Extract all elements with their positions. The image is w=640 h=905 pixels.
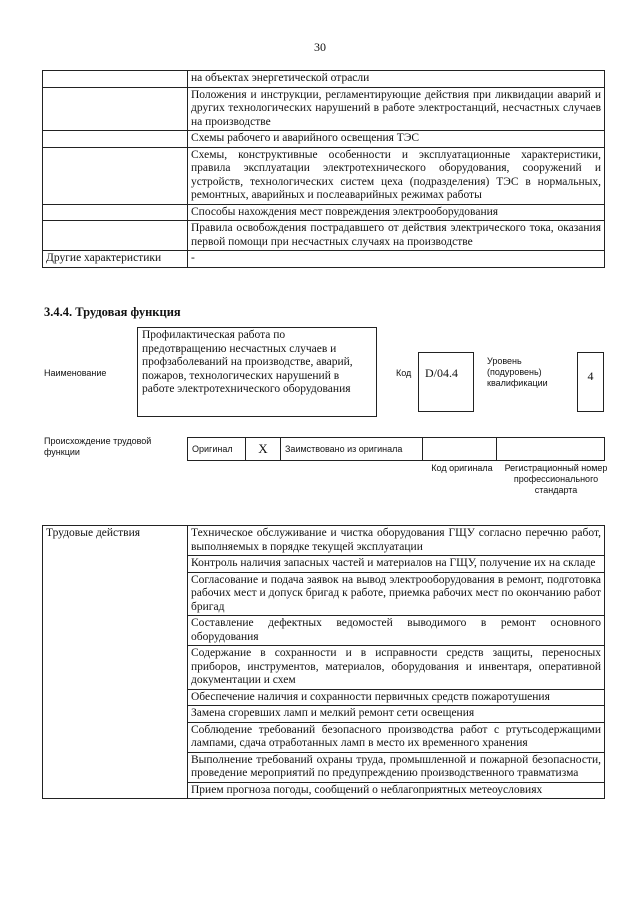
- action-item: Соблюдение требований безопасного производства работ с ртутьсодержащими лампами, сдача отработанных ламп в место их временного хранения: [188, 722, 605, 752]
- row-text: -: [188, 251, 605, 268]
- row-text: Способы нахождения мест повреждения электрооборудования: [188, 204, 605, 221]
- origin-row: [187, 437, 605, 461]
- knowledge-table: [42, 70, 605, 268]
- section-heading: 3.4.4. Трудовая функция: [44, 305, 181, 319]
- row-text: Схемы рабочего и аварийного освещения ТЭС: [188, 131, 605, 148]
- row-label: [43, 221, 188, 251]
- action-item: Содержание в сохранности и в исправности средств защиты, переносных приборов, инструментов, материалов, оборудования и инвентаря, оперативной документации и схем: [188, 646, 605, 690]
- original-mark: X: [246, 438, 281, 460]
- action-item: Прием прогноза погоды, сообщений о неблагоприятных метеоусловиях: [188, 782, 605, 799]
- origin-label: Происхождение трудовой функции: [44, 436, 152, 457]
- borrowed-label: Заимствовано из оригинала: [281, 438, 423, 460]
- function-name-box: Профилактическая работа по предотвращению несчастных случаев и профзаболеваний на производстве, аварий, пожаров, технологических нарушений в работе электротехнического оборудования: [137, 327, 377, 417]
- action-item: Обеспечение наличия и сохранности первичных средств пожаротушения: [188, 689, 605, 706]
- other-characteristics-label: Другие характеристики: [43, 251, 188, 268]
- table-row: [43, 87, 605, 131]
- table-row: [43, 251, 605, 268]
- level-label: Уровень (подуровень) квалификации: [487, 356, 548, 388]
- registration-number-cell: [497, 438, 604, 460]
- code-label: Код: [396, 368, 412, 378]
- code-value-box: D/04.4: [418, 352, 474, 412]
- table-row: [43, 221, 605, 251]
- table-row: [43, 131, 605, 148]
- action-item: Согласование и подача заявок на вывод электрооборудования в ремонт, подготовка рабочих мест и допуск бригад к работе, приемка рабочих мест по окончанию работ бригад: [188, 572, 605, 616]
- row-text: на объектах энергетической отрасли: [188, 71, 605, 88]
- labor-actions-label: Трудовые действия: [43, 526, 188, 799]
- row-text: Положения и инструкции, регламентирующие действия при ликвидации аварий и других технологических нарушений в работе электростанций, несчастных случаев на производстве: [188, 87, 605, 131]
- action-item: Контроль наличия запасных частей и материалов на ГЩУ, получение их на складе: [188, 556, 605, 573]
- row-label: [43, 71, 188, 88]
- labor-actions-table: [42, 525, 605, 799]
- registration-number-caption: Регистрационный номер профессионального стандарта: [504, 463, 608, 495]
- original-label: Оригинал: [188, 438, 246, 460]
- row-label: [43, 204, 188, 221]
- row-text: Схемы, конструктивные особенности и эксплуатационные характеристики, правила эксплуатации электротехнического оборудования, сооружений и устройств, технологических систем цеха (подразделения) ТЭС в нормальных, ремонтных, аварийных и послеаварийных режимах работы: [188, 147, 605, 204]
- action-item: Техническое обслуживание и чистка оборудования ГЩУ согласно перечню работ, выполняемых в порядке текущей эксплуатации: [188, 526, 605, 556]
- table-row: [43, 526, 605, 556]
- original-code-cell: [423, 438, 497, 460]
- row-text: Правила освобождения пострадавшего от действия электрического тока, оказания первой помощи при несчастных случаях на производстве: [188, 221, 605, 251]
- action-item: Выполнение требований охраны труда, промышленной и пожарной безопасности, проведение мероприятий по предупреждению производственного травматизма: [188, 752, 605, 782]
- name-label: Наименование: [44, 368, 107, 378]
- page-number: 30: [314, 40, 326, 54]
- original-code-caption: Код оригинала: [431, 463, 493, 473]
- table-row: [43, 147, 605, 204]
- row-label: [43, 131, 188, 148]
- action-item: Составление дефектных ведомостей выводимого в ремонт основного оборудования: [188, 616, 605, 646]
- table-row: [43, 71, 605, 88]
- level-value-box: 4: [577, 352, 604, 412]
- row-label: [43, 87, 188, 131]
- row-label: [43, 147, 188, 204]
- action-item: Замена сгоревших ламп и мелкий ремонт сети освещения: [188, 706, 605, 723]
- table-row: [43, 204, 605, 221]
